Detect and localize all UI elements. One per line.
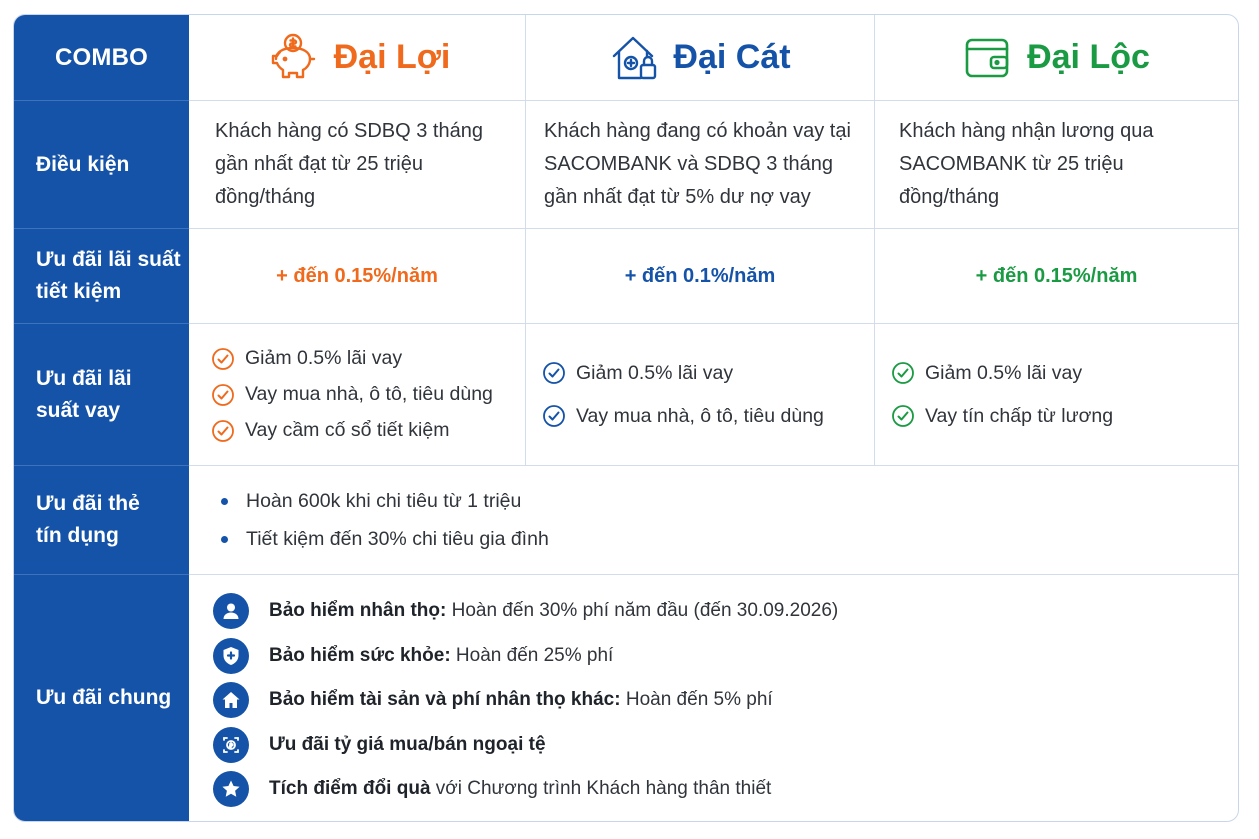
plan-name: Đại Lộc [1027, 38, 1150, 76]
home-icon [213, 682, 249, 718]
list-item-text: Tiết kiệm đến 30% chi tiêu gia đình [246, 527, 549, 550]
row-label-common: Ưu đãi chung [14, 575, 189, 821]
plan-header-dai-loi [189, 15, 526, 101]
list-item-text: Vay tín chấp từ lương [925, 404, 1114, 427]
list-item [542, 352, 824, 395]
list-item-text: Vay mua nhà, ô tô, tiêu dùng [576, 404, 824, 427]
house-icon [609, 32, 659, 84]
check-circle-icon [542, 361, 566, 385]
list-item [211, 341, 493, 377]
plan-header-dai-loc [875, 15, 1238, 101]
check-circle-icon [891, 361, 915, 385]
list-item [211, 413, 493, 449]
check-circle-icon [211, 347, 235, 371]
list-item-text: Vay cầm cố sổ tiết kiệm [245, 419, 450, 441]
row-label-text: Ưu đãi lãi suất tiết kiệm [36, 248, 181, 303]
star-icon [213, 771, 249, 807]
list-item [221, 520, 549, 558]
list-item [221, 482, 549, 520]
combo-header-label: COMBO [14, 15, 189, 101]
condition-dai-loi [189, 101, 526, 229]
benefit-text: Bảo hiểm sức khỏe: Hoàn đến 25% phí [269, 644, 614, 666]
plan-header-dai-cat [526, 15, 875, 101]
list-item [213, 767, 838, 812]
person-icon [213, 593, 249, 629]
check-circle-icon [891, 404, 915, 428]
row-label-savings-rate [14, 229, 189, 324]
check-circle-icon [542, 404, 566, 428]
plan-name: Đại Cát [673, 38, 791, 76]
savings-rate-dai-loi: + đến 0.15%/năm [189, 229, 526, 324]
credit-card-benefits [189, 466, 1238, 575]
row-label-text: Ưu đãi lãi suất vay [36, 366, 132, 422]
bullet-icon [221, 536, 228, 543]
loan-benefits-dai-loi [189, 324, 526, 466]
row-label-text: Ưu đãi thẻ tín dụng [36, 492, 140, 547]
loan-benefits-dai-loc [875, 324, 1238, 466]
bullet-icon [221, 498, 228, 505]
benefit-text: Tích điểm đổi quà với Chương trình Khách hàng thân thiết [269, 778, 772, 799]
list-item-text: Giảm 0.5% lãi vay [245, 347, 403, 369]
condition-dai-cat [526, 101, 875, 229]
list-item-text: Vay mua nhà, ô tô, tiêu dùng [245, 383, 493, 405]
combo-comparison-table [13, 14, 1239, 822]
condition-text: Khách hàng nhận lương qua SACOMBANK từ 25 triệu đồng/tháng [899, 120, 1154, 208]
row-label-conditions: Điều kiện [14, 101, 189, 229]
list-item [891, 395, 1113, 438]
row-label-credit-card [14, 466, 189, 575]
savings-rate-dai-cat: + đến 0.1%/năm [526, 229, 875, 324]
shield-plus-icon [213, 638, 249, 674]
list-item-text: Hoàn 600k khi chi tiêu từ 1 triệu [246, 489, 522, 512]
list-item [213, 678, 838, 723]
common-benefits [189, 575, 1238, 821]
piggy-bank-icon [264, 32, 320, 84]
benefit-text: Ưu đãi tỷ giá mua/bán ngoại tệ [269, 733, 546, 755]
check-circle-icon [211, 383, 235, 407]
list-item [891, 352, 1113, 395]
list-item-text: Giảm 0.5% lãi vay [576, 361, 734, 384]
plan-name: Đại Lợi [333, 38, 451, 76]
benefit-text: Bảo hiểm tài sản và phí nhân thọ khác: Hoàn đến 5% phí [269, 689, 773, 710]
list-item [211, 377, 493, 413]
currency-exchange-icon [213, 727, 249, 763]
wallet-icon [963, 34, 1013, 82]
list-item-text: Giảm 0.5% lãi vay [925, 361, 1083, 384]
benefit-text: Bảo hiểm nhân thọ: Hoàn đến 30% phí năm đầu (đến 30.09.2026) [269, 600, 839, 621]
list-item [213, 722, 838, 767]
condition-dai-loc [875, 101, 1238, 229]
row-label-loan-rate [14, 324, 189, 466]
check-circle-icon [211, 419, 235, 443]
list-item [213, 633, 838, 678]
loan-benefits-dai-cat [526, 324, 875, 466]
list-item [213, 589, 838, 634]
savings-rate-dai-loc: + đến 0.15%/năm [875, 229, 1238, 324]
list-item [542, 395, 824, 438]
condition-text: Khách hàng đang có khoản vay tại SACOMBANK và SDBQ 3 tháng gần nhất đạt từ 5% dư nợ vay [544, 120, 851, 208]
condition-text: Khách hàng có SDBQ 3 tháng gần nhất đạt từ 25 triệu đồng/tháng [215, 120, 483, 208]
